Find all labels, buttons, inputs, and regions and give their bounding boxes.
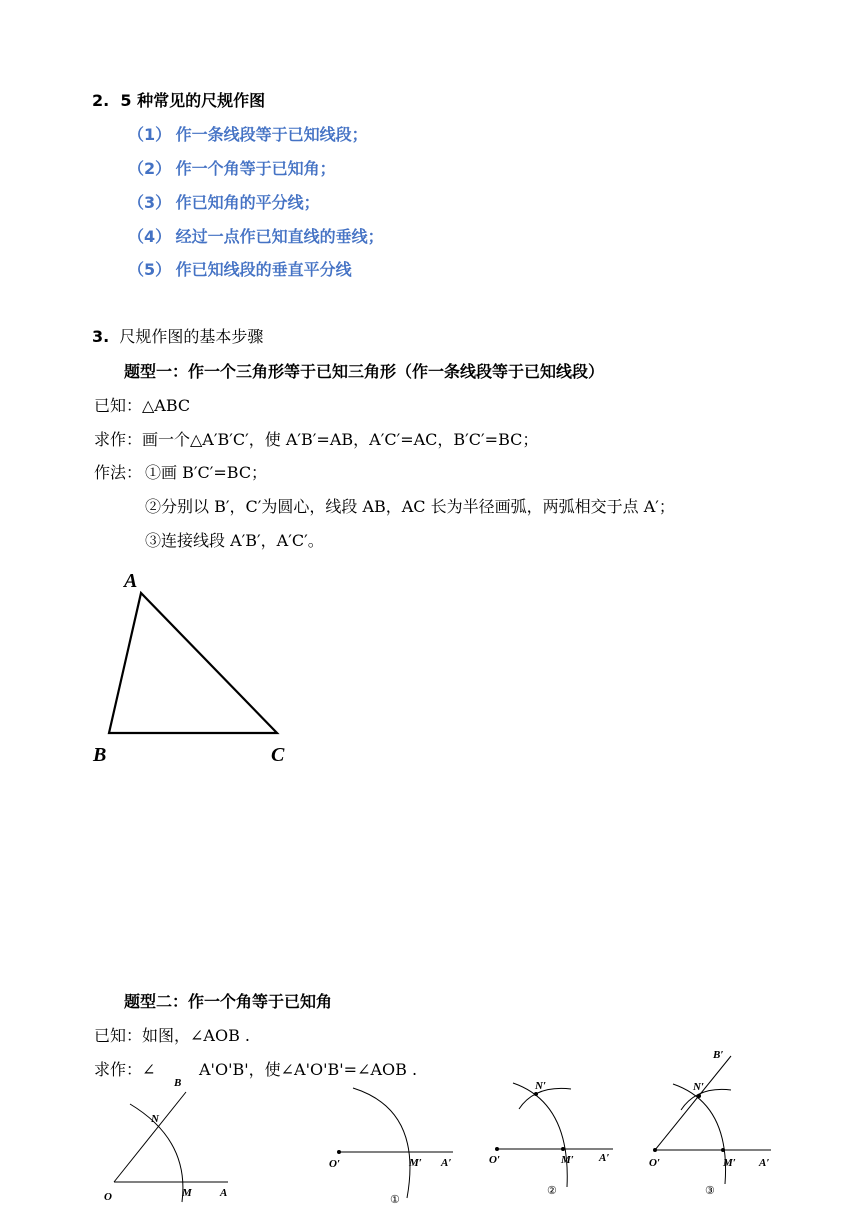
- label-a: A: [124, 570, 138, 592]
- list-item-number: （1）: [128, 125, 172, 144]
- list-item-text: 经过一点作已知直线的垂线；: [175, 227, 384, 246]
- type1-heading: 题型一：作一个三角形等于已知三角形（作一条线段等于已知线段）: [124, 362, 605, 381]
- label-n: N: [151, 1113, 159, 1125]
- label-n: N′: [535, 1080, 547, 1092]
- caption-step-3: ③: [705, 1184, 715, 1197]
- construction-step-3: [645, 1044, 785, 1216]
- point-o: [653, 1148, 657, 1152]
- label-b: B′: [713, 1049, 724, 1061]
- section2-title: 5 种常见的尺规作图: [120, 91, 266, 110]
- label-m: M′: [723, 1157, 736, 1169]
- arc-m: [513, 1083, 567, 1187]
- type2-construct-b: A'O'B'，使∠A'O'B'=∠AOB .: [199, 1060, 418, 1079]
- section3-title: 尺规作图的基本步骤: [119, 327, 264, 346]
- triangle-figure: [90, 565, 300, 770]
- label-a: A: [220, 1187, 228, 1199]
- section3-number: 3.: [92, 327, 110, 346]
- list-item-text: 作一个角等于已知角；: [175, 159, 336, 178]
- type1-known: 已知：△ABC: [94, 396, 191, 415]
- list-item: [128, 260, 352, 280]
- list-item: [128, 125, 368, 145]
- construction-step-2: [485, 1075, 630, 1216]
- label-a: A′: [599, 1152, 610, 1164]
- triangle-abc: [109, 593, 277, 733]
- ray-ob: [114, 1092, 186, 1182]
- label-m: M′: [561, 1154, 574, 1166]
- list-item: [128, 159, 336, 179]
- section3-heading: [92, 327, 263, 347]
- list-item: [128, 193, 320, 213]
- ray-o-b: [655, 1056, 731, 1150]
- label-o: O′: [649, 1157, 661, 1169]
- arc-n: [681, 1089, 731, 1110]
- label-b: B: [174, 1077, 182, 1089]
- label-o: O′: [329, 1158, 341, 1170]
- list-item-number: （4）: [128, 227, 172, 246]
- list-item-number: （3）: [128, 193, 172, 212]
- point-o: [337, 1150, 341, 1154]
- type1-step-1: ①画 B′C′=BC；: [145, 463, 268, 482]
- type1-step-3: ③连接线段 A′B′，A′C′。: [145, 531, 324, 550]
- angle-aob-figure: [100, 1070, 250, 1216]
- list-item-number: （2）: [128, 159, 172, 178]
- list-item-text: 作一条线段等于已知线段；: [175, 125, 368, 144]
- label-o: O′: [489, 1154, 501, 1166]
- point-o: [495, 1147, 499, 1151]
- arc-m: [673, 1084, 726, 1184]
- section2-number: 2.: [92, 91, 110, 110]
- list-item: [128, 227, 384, 247]
- type1-step-2: ②分别以 B′，C′为圆心，线段 AB，AC 长为半径画弧，两弧相交于点 A′；: [145, 497, 675, 516]
- label-b: B: [93, 744, 107, 766]
- type2-known: 已知：如图，∠AOB .: [94, 1026, 251, 1045]
- list-item-text: 作已知线段的垂直平分线: [175, 260, 352, 279]
- type1-construct: 求作：画一个△A′B′C′，使 A′B′=AB，A′C′=AC，B′C′=BC；: [94, 430, 539, 449]
- caption-step-2: ②: [547, 1184, 557, 1197]
- list-item-number: （5）: [128, 260, 172, 279]
- section2-heading: [92, 91, 265, 111]
- type2-construct-a: 求作：∠: [94, 1060, 156, 1079]
- label-a: A′: [759, 1157, 770, 1169]
- list-item-text: 作已知角的平分线；: [175, 193, 320, 212]
- label-m: M′: [409, 1157, 422, 1169]
- label-c: C: [271, 744, 285, 766]
- type1-method-label: 作法：: [94, 463, 143, 482]
- label-m: M: [182, 1187, 192, 1199]
- arc-m: [353, 1088, 410, 1198]
- label-o: O: [104, 1191, 112, 1203]
- label-n: N′: [693, 1081, 705, 1093]
- type2-heading: 题型二：作一个角等于已知角: [124, 992, 333, 1011]
- label-a: A′: [441, 1157, 452, 1169]
- caption-step-1: ①: [390, 1193, 400, 1206]
